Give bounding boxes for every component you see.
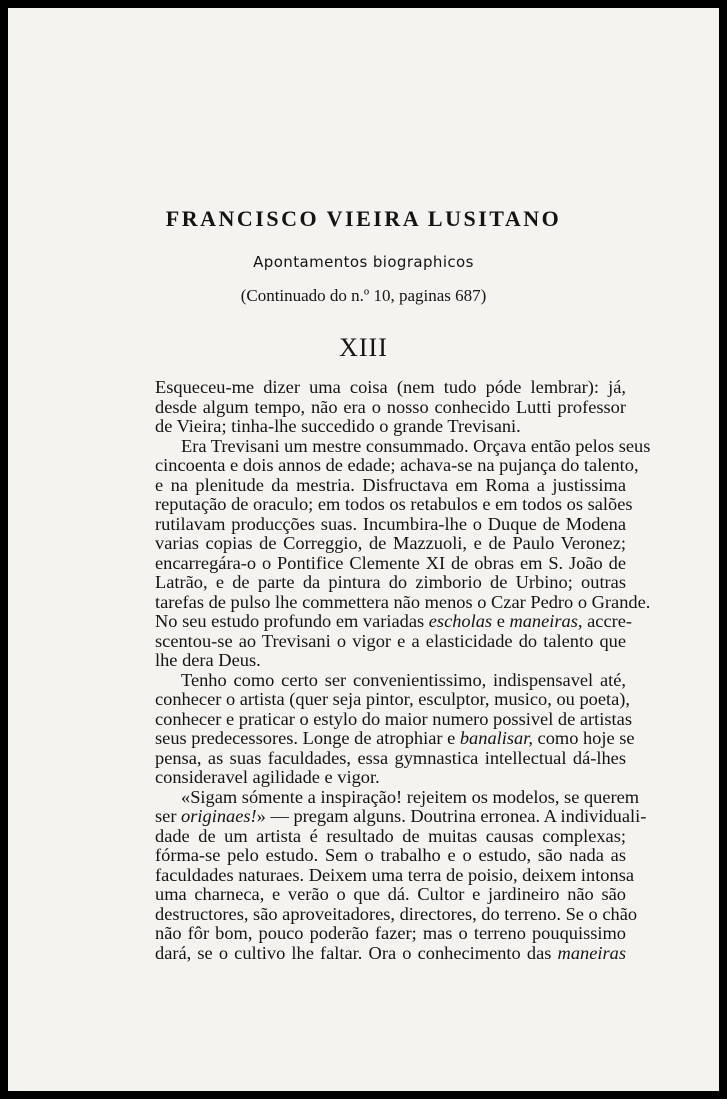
text-line: cincoenta e dois annos de edade; achava-se na pujança do talento, [155,455,639,475]
continuation-note: (Continuado do n.º 10, paginas 687) [240,286,487,305]
text-line: varias copias de Correggio, de Mazzuoli, e de Paulo Veronez; [155,533,626,553]
chapter-number: XIII [339,333,388,362]
text-line: conhecer o artista (quer seja pintor, esculptor, musico, ou poeta), [155,689,630,709]
text-line: Esqueceu-me dizer uma coisa (nem tudo póde lembrar): já, [155,377,626,397]
article-subtitle: Apontamentos biographicos [253,253,474,271]
text-line: conhecer e praticar o estylo do maior numero possivel de artistas [155,708,632,729]
text-line: fórma-se pelo estudo. Sem o trabalho e o estudo, são nada as [155,845,626,865]
text-line: scentou-se ao Trevisani o vigor e a elasticidade do talento que [155,630,626,651]
text-line: lhe dera Deus. [155,650,261,670]
text-line: Era Trevisani um mestre consummado. Orçava então pelos seus [181,435,651,456]
text-line: Latrão, e de parte da pintura do zimborio de Urbino; outras [155,572,626,592]
book-page [8,8,719,1091]
text-line: No seu estudo profundo em variadas escholas e maneiras, accre- [155,611,633,631]
text-line: e na plenitude da mestria. Disfructava em Roma a justissima [155,474,626,495]
text-line: tarefas de pulso lhe commettera não menos o Czar Pedro o Grande. [155,591,651,612]
text-line: faculdades naturaes. Deixem uma terra de poisio, deixem intonsa [155,864,635,885]
text-line: desde algum tempo, não era o nosso conhecido Lutti professor [155,396,626,417]
text-line: dade de um artista é resultado de muitas causas complexas; [155,825,626,846]
text-line: pensa, as suas faculdades, essa gymnastica intellectual dá-lhes [155,747,626,768]
text-line: encarregára-o o Pontifice Clemente XI de obras em S. João de [155,552,626,573]
text-line: não fôr bom, pouco poderão fazer; mas o terreno pouquissimo [155,923,626,943]
text-line: destructores, são aproveitadores, directores, do terreno. Se o chão [155,903,638,924]
text-line: seus predecessores. Longe de atrophiar e banalisar, como hoje se [155,728,635,748]
text-line: rutilavam producções suas. Incumbira-lhe o Duque de Modena [155,513,626,534]
text-line: reputação de oraculo; em todos os retabulos e em todos os salões [155,494,633,514]
text-line: ser originaes!» — pregam alguns. Doutrina erronea. A individuali- [155,806,647,826]
text-line: «Sigam sómente a inspiração! rejeitem os modelos, se querem [181,786,640,807]
article-title: FRANCISCO VIEIRA LUSITANO [165,206,562,231]
text-line: de Vieira; tinha-lhe succedido o grande Trevisani. [155,416,521,436]
text-line: dará, se o cultivo lhe faltar. Ora o conhecimento das maneiras [155,942,626,963]
text-line: uma charneca, e verão o que dá. Cultor e jardineiro não são [155,884,626,904]
article-body [155,377,651,963]
text-line: Tenho como certo ser convenientissimo, indispensavel até, [181,669,626,690]
text-line: consideravel agilidade e vigor. [155,767,380,787]
